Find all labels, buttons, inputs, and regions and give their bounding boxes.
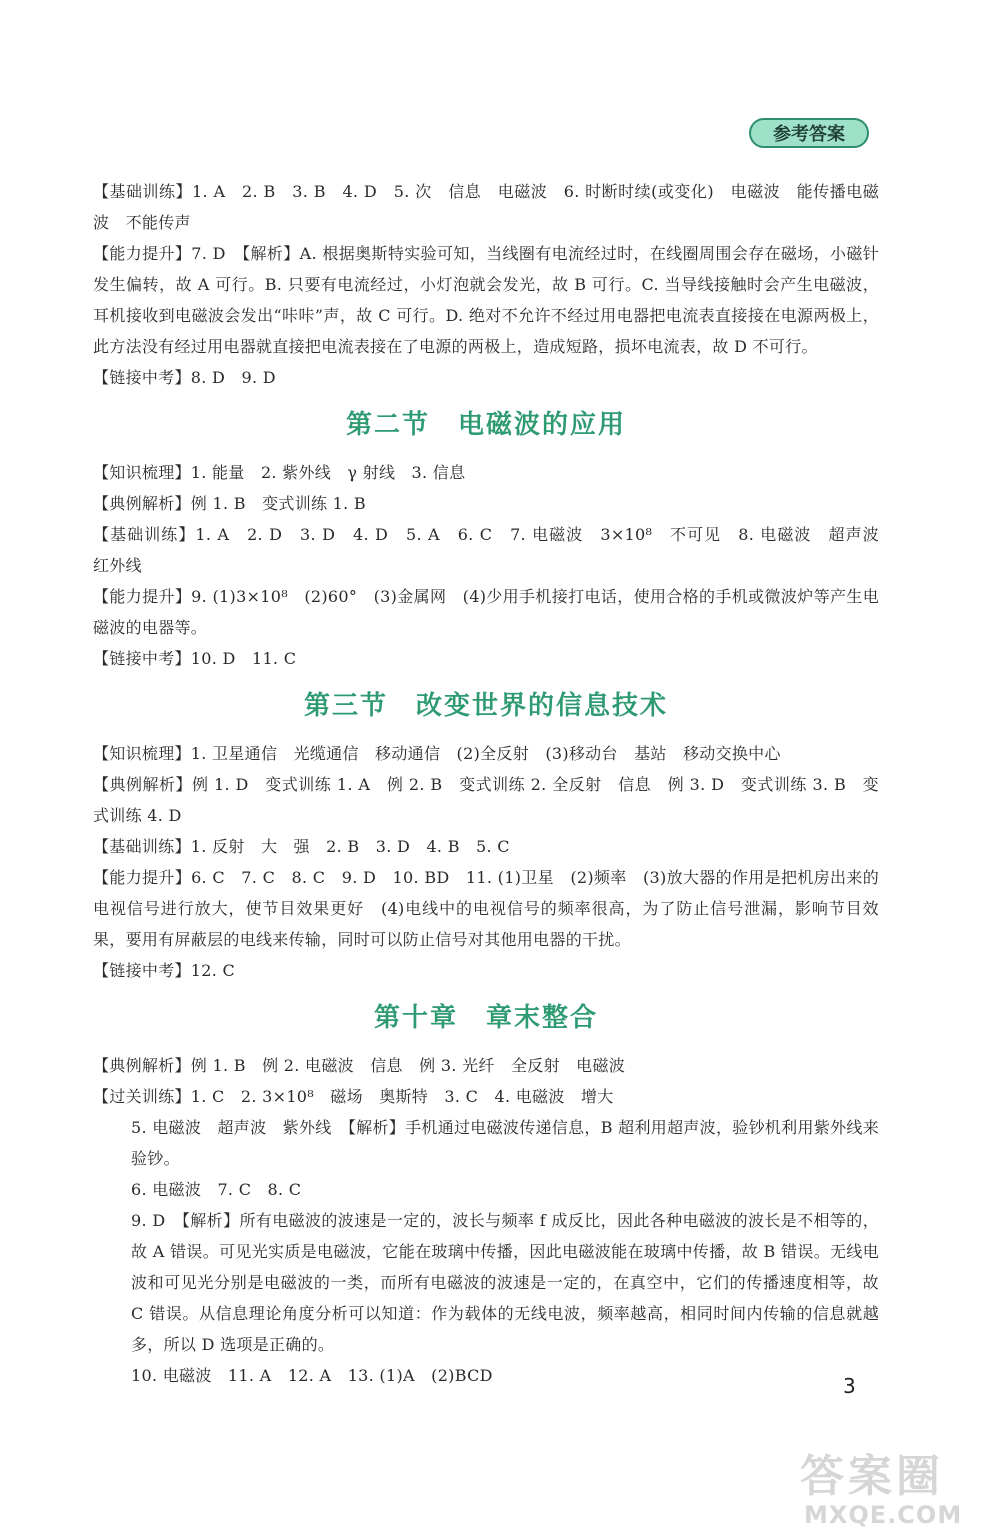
answer-paragraph: 5. 电磁波 超声波 紫外线 【解析】手机通过电磁波传递信息，B 超利用超声波，验钞机利用紫外线来验钞。: [131, 1118, 879, 1168]
answer-paragraph: 【基础训练】1. 反射 大 强 2. B 3. D 4. B 5. C: [93, 837, 510, 856]
answer-paragraph: 【典例解析】例 1. D 变式训练 1. A 例 2. B 变式训练 2. 全反射 信息 例 3. D 变式训练 3. B 变式训练 4. D: [93, 775, 879, 825]
answer-paragraph: 【链接中考】12. C: [93, 961, 236, 980]
answer-paragraph: 【能力提升】9. (1)3×10⁸ (2)60° (3)金属网 (4)少用手机接打电话，使用合格的手机或微波炉等产生电磁波的电器等。: [93, 587, 879, 637]
answer-paragraph: 【知识梳理】1. 能量 2. 紫外线 γ 射线 3. 信息: [93, 463, 466, 482]
section-title: 第二节 电磁波的应用: [345, 410, 626, 440]
answer-paragraph: 【能力提升】7. D 【解析】A. 根据奥斯特实验可知，当线圈有电流经过时，在线圈周围会存在磁场，小磁针发生偏转，故 A 可行。B. 只要有电流经过，小灯泡就会发光，故 B 可行。C. 当导线接触时会产生电磁波，耳机接收到电磁波会发出“咔咔”声，故 C 可行。D. 绝对不允许不经过用电器把电流表直接接在电源两极上，此方法没有经过用电器就直接把电流表接在了电源的两极上，造成短路，损坏电流表，故 D 不可行。: [93, 244, 879, 356]
watermark-logo-text: 答案圈: [800, 1451, 944, 1502]
answer-paragraph: 【典例解析】例 1. B 变式训练 1. B: [93, 494, 366, 513]
section-title: 第三节 改变世界的信息技术: [303, 691, 668, 721]
watermark-logo: [800, 1451, 990, 1530]
watermark-url: MXQE.COM: [804, 1501, 963, 1529]
section-title: 第十章 章末整合: [373, 1003, 598, 1033]
answer-paragraph: 9. D 【解析】所有电磁波的波速是一定的，波长与频率 f 成反比，因此各种电磁波的波长是不相等的，故 A 错误。可见光实质是电磁波，它能在玻璃中传播，因此电磁波能在玻璃中传播，故 B 错误。无线电波和可见光分别是电磁波的一类，而所有电磁波的波速是一定的，在真空中，它们的传播速度相等，故 C 错误。从信息理论角度分析可以知道：作为载体的无线电波，频率越高，相同时间内传输的信息就越多，所以 D 选项是正确的。: [131, 1211, 879, 1354]
answer-paragraph: 【典例解析】例 1. B 例 2. 电磁波 信息 例 3. 光纤 全反射 电磁波: [93, 1056, 626, 1075]
answer-paragraph: 【链接中考】8. D 9. D: [93, 368, 276, 387]
answer-paragraph: 10. 电磁波 11. A 12. A 13. (1)A (2)BCD: [131, 1366, 493, 1385]
answer-paragraph: 【知识梳理】1. 卫星通信 光缆通信 移动通信 (2)全反射 (3)移动台 基站 移动交换中心: [93, 744, 781, 763]
answer-paragraph: 【链接中考】10. D 11. C: [93, 649, 297, 668]
answer-content: [93, 176, 896, 1391]
answer-paragraph: 6. 电磁波 7. C 8. C: [131, 1180, 302, 1199]
answer-paragraph: 【基础训练】1. A 2. B 3. B 4. D 5. 次 信息 电磁波 6. 时断时续(或变化) 电磁波 能传播电磁波 不能传声: [93, 182, 879, 232]
answer-key-badge: 参考答案: [749, 118, 869, 148]
answer-paragraph: 【过关训练】1. C 2. 3×10⁸ 磁场 奥斯特 3. C 4. 电磁波 增大: [93, 1087, 614, 1106]
page-number: 3: [843, 1374, 856, 1398]
answer-paragraph: 【基础训练】1. A 2. D 3. D 4. D 5. A 6. C 7. 电磁波 3×10⁸ 不可见 8. 电磁波 超声波 红外线: [93, 525, 896, 575]
answer-paragraph: 【能力提升】6. C 7. C 8. C 9. D 10. BD 11. (1)卫星 (2)频率 (3)放大器的作用是把机房出来的电视信号进行放大，使节目效果更好 (4)电线中的电视信号的频率很高，为了防止信号泄漏，影响节目效果，要用有屏蔽层的电线来传输，同时可以防止信号对其他用电器的干扰。: [93, 868, 879, 949]
